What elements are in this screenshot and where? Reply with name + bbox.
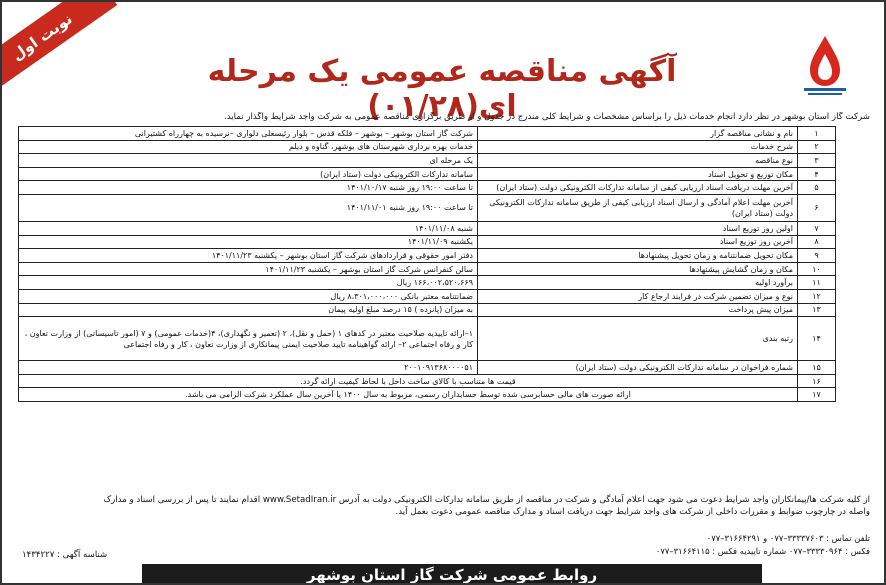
row-label: آخرین روز توزیع اسناد (478, 235, 798, 249)
table-row (19, 262, 836, 276)
row-label: برآورد اولیه (478, 276, 798, 290)
row-number: ۲ (798, 140, 836, 154)
table-row (19, 127, 836, 141)
row-number: ۵ (798, 181, 836, 195)
row-number: ۱۱ (798, 276, 836, 290)
row-number: ۱۲ (798, 289, 836, 303)
row-number: ۳ (798, 154, 836, 168)
row-value: یک مرحله ای (19, 154, 478, 168)
row-value: ارائه صورت های مالی حسابرسی شده توسط حسابداران رسمی، مربوط به سال ۱۴۰۰ یا آخرین سال عملکرد شرکت الزامی می باشد. (19, 388, 798, 402)
row-label: آخرین مهلت دریافت اسناد ارزیابی کیفی از سامانه تدارکات الکترونیکی دولت (ستاد ایران) (478, 181, 798, 195)
table-row (19, 140, 836, 154)
row-label: نوع مناقصه (478, 154, 798, 168)
tender-details-table (18, 126, 836, 402)
row-value: ضمانتنامه معتبر بانکی ۸،۳۰۱،۰۰۰،۰۰۰ ریال (19, 289, 478, 303)
row-label: آخرین مهلت اعلام آمادگی و ارسال اسناد ارزیابی کیفی از طریق سامانه تدارکات الکترونیکی دولت (ستاد ایران) (478, 194, 798, 221)
row-value: قیمت ها متناسب با کالای ساخت داخل با لحاظ کیفیت ارائه گردد. (19, 374, 798, 388)
phone-numbers: تلفن تماس : ۳۳۳۳۷۶۰۳–۰۷۷ و ۳۱۶۶۴۲۹۱–۰۷۷ (706, 533, 870, 543)
row-value: به میزان (پانزده ) ۱۵ درصد مبلغ اولیه پیمان (19, 303, 478, 317)
footer-line: از کلیه شرکت ها/پیمانکاران واجد شرایط دعوت می شود جهت اعلام آمادگی و شرکت در مناقصه از طریق سامانه تدارکات الکترونیکی دولت به آدرس www.SetadIran.ir اقدام نمایند تا پس از بررسی اسناد و مدارک (103, 495, 870, 505)
row-number: ۱۷ (798, 388, 836, 402)
public-relations-banner: روابط عمومی شرکت گاز استان بوشهر (142, 564, 762, 585)
row-number: ۱۳ (798, 303, 836, 317)
table-row (19, 181, 836, 195)
row-label: مکان تحویل ضمانتنامه و زمان تحویل پیشنهادها (478, 249, 798, 263)
intro-text: شرکت گاز استان بوشهر در نظر دارد انجام خدمات ذیل را براساس مشخصات و شرایط کلی مندرج در جدول و از طریق برگزاری مناقصه عمومی به شرکت واجد شرایط واگذار نماید. (223, 112, 870, 122)
row-number: ۱۰ (798, 262, 836, 276)
row-label: نوع و میزان تضمین شرکت در فرایند ارجاع کار (478, 289, 798, 303)
row-value: یکشنبه ۱۴۰۱/۱۱/۰۹ (19, 235, 478, 249)
row-value: ۲۰۰۱۰۹۱۳۶۸۰۰۰۰۵۱ (19, 361, 478, 375)
table-row (19, 249, 836, 263)
row-label: رتبه بندی (478, 317, 798, 361)
row-value: خدمات بهره برداری شهرستان های بوشهر، گناوه و دیلم (19, 140, 478, 154)
row-number: ۹ (798, 249, 836, 263)
row-value: سالن کنفرانس شرکت گاز استان بوشهر – یکشنبه ۱۴۰۱/۱۱/۲۳ (19, 262, 478, 276)
table-row (19, 154, 836, 168)
row-number: ۱۴ (798, 317, 836, 361)
row-number: ۸ (798, 235, 836, 249)
footer-notes (10, 494, 870, 518)
row-number: ۱۵ (798, 361, 836, 375)
row-label: میزان پیش پرداخت (478, 303, 798, 317)
row-value: دفتر امور حقوقی و قراردادهای شرکت گاز استان بوشهر – یکشنبه ۱۴۰۱/۱۱/۲۳ (19, 249, 478, 263)
row-value: تا ساعت ۱۹:۰۰ روز شنبه ۱۴۰۱/۱۰/۱۷ (19, 181, 478, 195)
row-label: مکان توزیع و تحویل اسناد (478, 167, 798, 181)
row-number: ۴ (798, 167, 836, 181)
row-label: شرح خدمات (478, 140, 798, 154)
footer-line: واصله در چارچوب ضوابط و مقررات داخلی از شرکت های واجد شرایط جهت دریافت اسناد و مدارک مناقصه عمومی دعوت بعمل آید. (395, 507, 870, 517)
row-value: شنبه ۱۴۰۱/۱۱/۰۸ (19, 221, 478, 235)
table-row (19, 276, 836, 290)
contact-info (656, 532, 870, 558)
table-row (19, 221, 836, 235)
table-row (19, 388, 836, 402)
table-row (19, 317, 836, 361)
table-row (19, 303, 836, 317)
ad-number: شناسه آگهی : ۱۴۳۴۲۲۷ (22, 550, 108, 560)
table-row (19, 235, 836, 249)
fax-numbers: فکس : ۳۳۳۳۰۹۶۴–۰۷۷ شماره تاییدیه فکس : ۳۱۶۶۴۱۱۵–۰۷۷ (655, 546, 870, 556)
row-value: ۱–ارائه تاییدیه صلاحیت معتبر در کدهای ۱ (حمل و نقل)، ۲ (تعمیر و نگهداری)، ۴(خدمات عمومی) و ۷ (امور تاسیساتی) از وزارت تعاون ، کار و رفاه اجتماعی ۲– ارائه گواهینامه تایید صلاحیت ایمنی پیمانکاری از وزارت تعاون ، کار و رفاه اجتماعی (19, 317, 478, 361)
row-value: ۱۶۶،۰۰۲،۵۲۰،۶۶۹ ریال (19, 276, 478, 290)
table-row (19, 374, 836, 388)
row-number: ۷ (798, 221, 836, 235)
table-row (19, 194, 836, 221)
page-title: آگهی مناقصه عمومی یک مرحله ای(۰۱/۲۸) (207, 54, 677, 124)
table-row (19, 289, 836, 303)
row-number: ۶ (798, 194, 836, 221)
row-label: نام و نشانی مناقصه گزار (478, 127, 798, 141)
company-logo-icon (790, 30, 860, 102)
table-row (19, 167, 836, 181)
first-notice-ribbon: نوبت اول (0, 0, 117, 97)
table-row (19, 361, 836, 375)
row-label: اولین روز توزیع اسناد (478, 221, 798, 235)
row-number: ۱ (798, 127, 836, 141)
row-value: سامانه تدارکات الکترونیکی دولت (ستاد ایران) (19, 167, 478, 181)
row-value: تا ساعت ۱۹:۰۰ روز شنبه ۱۴۰۱/۱۱/۰۱ (19, 194, 478, 221)
row-label: شماره فراخوان در سامانه تدارکات الکترونیکی دولت (ستاد ایران) (478, 361, 798, 375)
row-value: شرکت گاز استان بوشهر – بوشهر – فلکه قدس – بلوار رئیسعلی دلواری –نرسیده به چهارراه کشتیرانی (19, 127, 478, 141)
row-label: مکان و زمان گشایش پیشنهادها (478, 262, 798, 276)
row-number: ۱۶ (798, 374, 836, 388)
